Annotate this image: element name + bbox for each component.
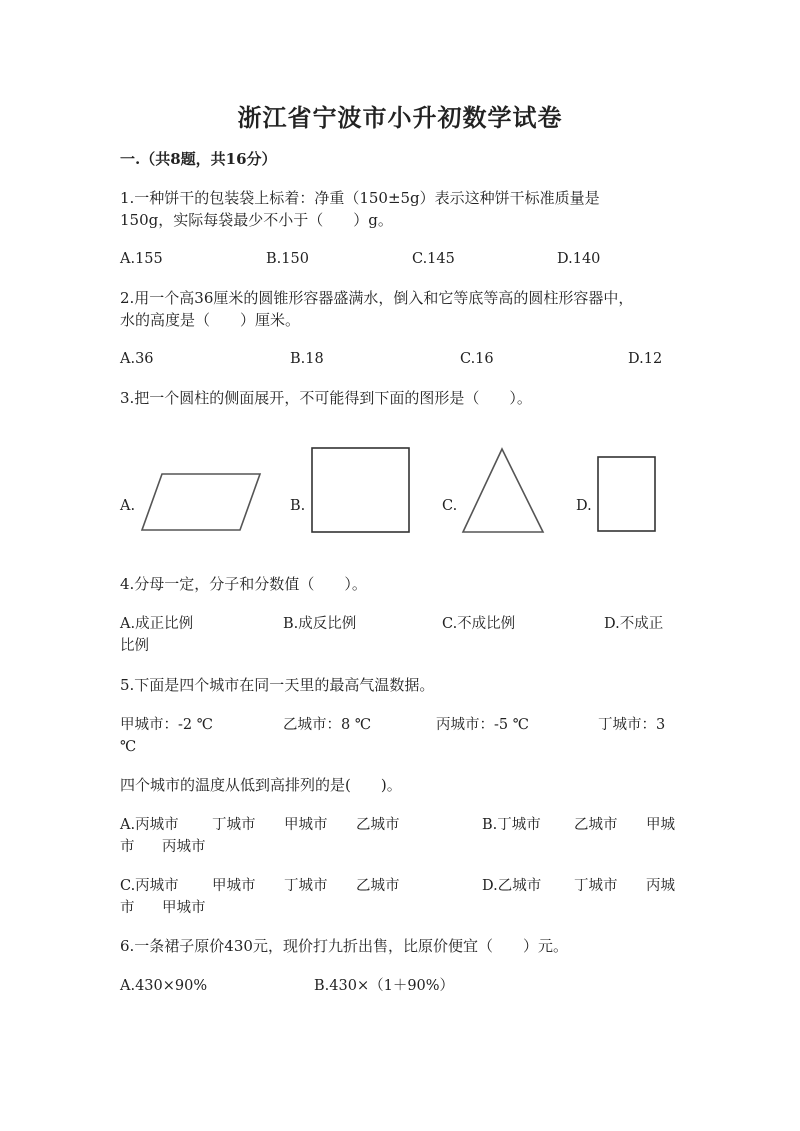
- q5-temp-jia: 甲城市：-2 ℃: [120, 717, 213, 733]
- q5-option-b-2: 乙城市: [574, 817, 618, 833]
- q2-option-c: C.16: [460, 351, 494, 367]
- q5-option-d-wrap-2: 甲城市: [162, 900, 206, 916]
- q3-option-c: C.: [442, 498, 458, 514]
- q4-option-a: A.成正比例: [120, 616, 194, 632]
- q5-option-b-wrap-1: 市: [120, 839, 135, 855]
- q5-option-d-wrap-1: 市: [120, 900, 135, 916]
- q5-temp-wrap: ℃: [120, 739, 137, 755]
- q4-option-c: C.不成比例: [442, 616, 516, 632]
- q4-stem: 4.分母一定，分子和分数值（ ）。: [120, 575, 367, 593]
- q2-stem-line2: 水的高度是（ ）厘米。: [120, 311, 301, 329]
- q5-question: 四个城市的温度从低到高排列的是( )。: [120, 776, 402, 794]
- q6-stem: 6.一条裙子原价430元，现价打九折出售，比原价便宜（ ）元。: [120, 937, 568, 955]
- q6-option-a: A.430×90%: [120, 978, 208, 994]
- q5-option-c-4: 乙城市: [356, 878, 400, 894]
- q5-option-c-3: 丁城市: [284, 878, 328, 894]
- q2-option-d: D.12: [628, 351, 663, 367]
- section-header: 一.（共8题，共16分）: [120, 150, 277, 168]
- q5-stem: 5.下面是四个城市在同一天里的最高气温数据。: [120, 676, 435, 694]
- rectangle-figure: [596, 455, 658, 534]
- q5-option-a-4: 乙城市: [356, 817, 400, 833]
- q5-temp-ding: 丁城市：3: [598, 717, 666, 733]
- q1-option-a: A.155: [120, 251, 163, 267]
- page-title: 浙江省宁波市小升初数学试卷: [237, 103, 563, 132]
- q4-option-d-wrap: 比例: [120, 638, 149, 654]
- q2-option-a: A.36: [120, 351, 154, 367]
- q1-option-b: B.150: [266, 251, 309, 267]
- q6-option-b: B.430×（1＋90%）: [314, 978, 455, 994]
- square-figure: [310, 446, 412, 534]
- q3-option-a: A.: [120, 498, 136, 514]
- q5-option-c-1: C.丙城市: [120, 878, 179, 894]
- q5-temp-yi: 乙城市：8 ℃: [283, 717, 372, 733]
- q5-option-a-3: 甲城市: [284, 817, 328, 833]
- q2-stem-line1: 2.用一个高36厘米的圆锥形容器盛满水，倒入和它等底等高的圆柱形容器中，: [120, 289, 634, 307]
- q5-option-b-wrap-2: 丙城市: [162, 839, 206, 855]
- q5-option-d-2: 丁城市: [574, 878, 618, 894]
- q5-option-d-3: 丙城: [646, 878, 675, 894]
- q5-option-c-2: 甲城市: [212, 878, 256, 894]
- q1-stem-line1: 1.一种饼干的包装袋上标着：净重（150±5g）表示这种饼干标准质量是: [120, 189, 600, 207]
- q4-option-d: D.不成正: [604, 616, 664, 632]
- q3-option-b: B.: [290, 498, 306, 514]
- parallelogram-figure: [140, 472, 262, 534]
- q3-stem: 3.把一个圆柱的侧面展开，不可能得到下面的图形是（ ）。: [120, 389, 532, 407]
- q5-option-b-3: 甲城: [646, 817, 675, 833]
- q5-temp-bing: 丙城市：-5 ℃: [436, 717, 529, 733]
- q1-option-c: C.145: [412, 251, 455, 267]
- triangle-figure: [460, 446, 546, 536]
- q5-option-a-2: 丁城市: [212, 817, 256, 833]
- q5-option-a-1: A.丙城市: [120, 817, 179, 833]
- q4-option-b: B.成反比例: [283, 616, 357, 632]
- q3-option-d: D.: [576, 498, 592, 514]
- q1-stem-line2: 150g，实际每袋最少不小于（ ）g。: [120, 211, 393, 229]
- q5-option-b-1: B.丁城市: [482, 817, 541, 833]
- q5-option-d-1: D.乙城市: [482, 878, 542, 894]
- q1-option-d: D.140: [557, 251, 601, 267]
- q2-option-b: B.18: [290, 351, 324, 367]
